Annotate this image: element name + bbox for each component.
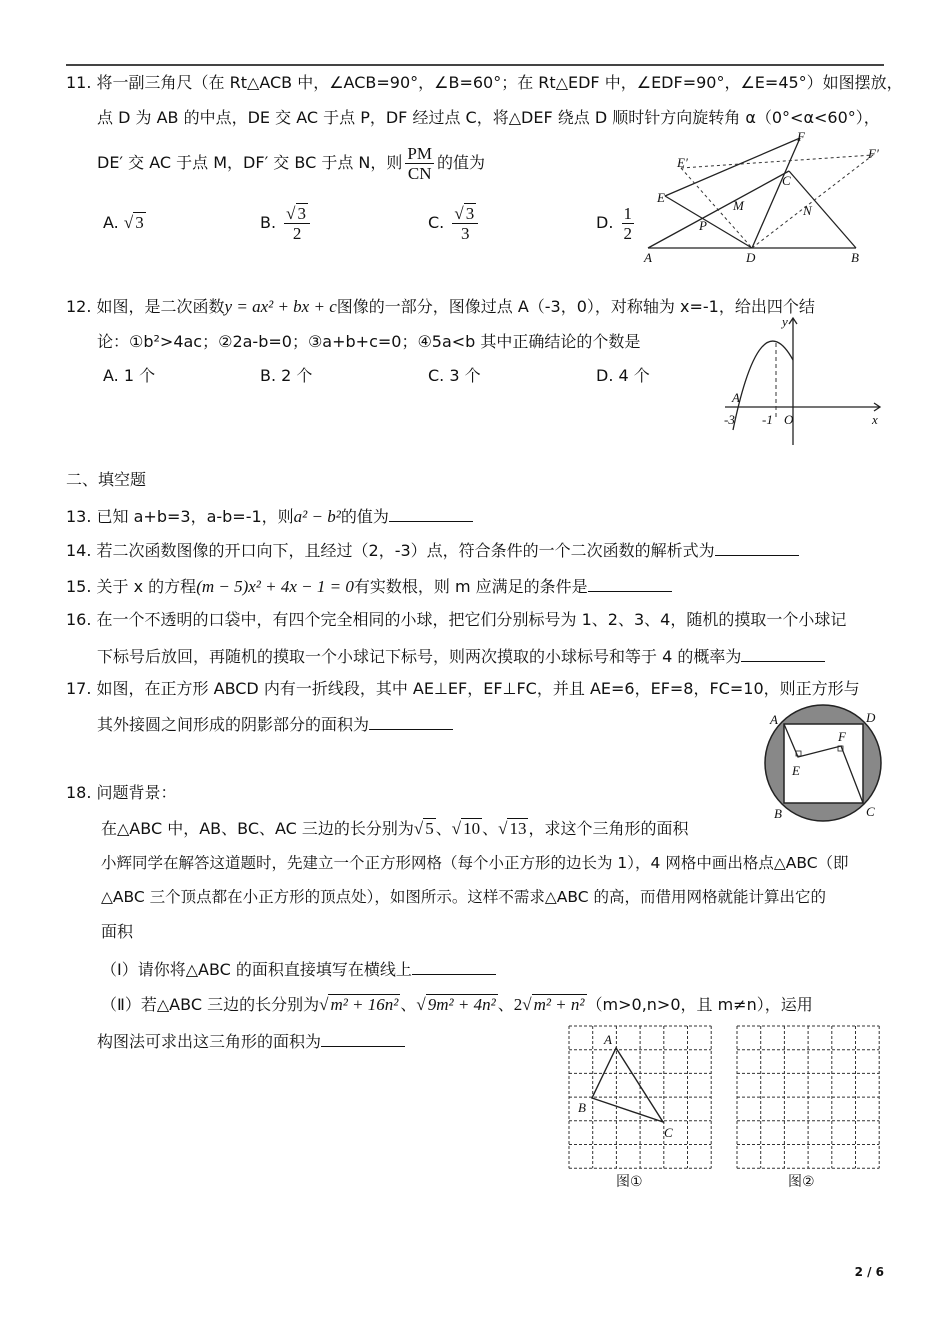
label-b: B — [851, 250, 859, 265]
q18-text-post: ，求这个三角形的面积 — [528, 819, 689, 838]
coefficient: 2 — [513, 995, 523, 1014]
label-e-prime: E′ — [677, 155, 688, 170]
tick-minus-3: -3 — [724, 412, 735, 427]
frac-den: 2 — [623, 224, 632, 243]
label-f: F — [838, 729, 846, 744]
q12-line2: 论：①b²>4ac；②2a-b=0；③a+b+c=0；④5a<b 其中正确结论的个数是 — [97, 332, 641, 351]
label-e: E — [657, 190, 665, 205]
separator: 、 — [435, 819, 452, 838]
q18-part1 — [101, 958, 496, 980]
q18-text: 构图法可求出这三角形的面积为 — [97, 1032, 322, 1051]
q17-circle-figure — [760, 700, 890, 825]
q18-part1-text: （Ⅰ）请你将△ABC 的面积直接填写在横线上 — [101, 960, 412, 979]
answer-blank[interactable] — [389, 505, 473, 522]
label-a: A — [644, 250, 652, 265]
q12-option-d: D. 4 个 — [596, 366, 650, 385]
q16-text: 下标号后放回，再随机的摸取一个小球记下标号，则两次摸取的小球标号和等于 4 的概率为 — [97, 647, 742, 666]
q11-triangle-figure — [0, 0, 950, 270]
q18-line2: 小辉同学在解答这道题时，先建立一个正方形网格（每个小正方形的边长为 1），4 网格中画出格点△ABC（即 — [101, 854, 849, 872]
option-label: D. — [596, 213, 614, 232]
tick-minus-1: -1 — [762, 412, 773, 427]
radicand: 9m² + 4n² — [427, 995, 496, 1014]
q12-text: 12. 如图，是二次函数 — [66, 297, 225, 316]
label-b: B — [774, 806, 782, 821]
label-a: A — [770, 712, 778, 727]
separator: 、 — [482, 819, 499, 838]
frac-den: 2 — [292, 224, 302, 243]
radicand: 3 — [297, 204, 306, 223]
q11-line1: 11. 将一副三角尺（在 Rt△ACB 中，∠ACB=90°，∠B=60°；在 Rt△EDF 中，∠EDF=90°，∠E=45°）如图摆放， — [66, 73, 903, 92]
q18-line1: 在△ABC 中，AB、BC、AC 三边的长分别为√ 5 、√ 10 、√ 13 ，求这个三角形的面积 — [101, 819, 689, 838]
q17-line1: 17. 如图，在正方形 ABCD 内有一折线段，其中 AE⊥EF，EF⊥FC，并且 AE=6，EF=8，FC=10，则正方形与 — [66, 679, 860, 698]
label-m: M — [733, 198, 744, 213]
frac-num: PM — [407, 144, 432, 163]
radicand: 13 — [509, 819, 527, 838]
frac-den: CN — [407, 164, 432, 183]
q15-formula: (m − 5)x² + 4x − 1 = 0 — [196, 577, 354, 596]
figure-1-caption: 图① — [616, 1174, 643, 1190]
q18-part2: （Ⅱ）若△ABC 三边的长分别为√ m² + 16n² 、√ 9m² + 4n² 、2√ m² + n² （m>0,n>0，且 m≠n），运用 — [101, 995, 813, 1014]
q14-text: 14. 若二次函数图像的开口向下，且经过（2，-3）点，符合条件的一个二次函数的解析式为 — [66, 541, 715, 560]
radicand: m² + 16n² — [330, 995, 399, 1014]
q11-option-b: B. $\frac{√ 3}{2}$ — [260, 203, 313, 243]
label-p: P — [699, 218, 707, 233]
radicand: m² + n² — [533, 995, 585, 1014]
q13-formula: a² − b² — [293, 507, 341, 526]
separator: 、 — [400, 995, 417, 1014]
q12-option-c: C. 3 个 — [428, 366, 481, 385]
frac-num: 1 — [623, 204, 632, 223]
q12-formula: y = ax² + bx + c — [224, 297, 337, 316]
q11-line2: 点 D 为 AB 的中点，DE 交 AC 于点 P，DF 经过点 C，将△DEF 绕点 D 顺时针方向旋转角 α（0°<α<60°）， — [97, 108, 880, 127]
option-label: A. — [103, 213, 119, 232]
label-c: C — [664, 1125, 673, 1140]
q13-text: 13. 已知 a+b=3，a-b=-1，则 — [66, 507, 294, 526]
radicand: 3 — [135, 213, 144, 232]
figure-2-caption: 图② — [788, 1174, 815, 1190]
answer-blank[interactable] — [715, 539, 799, 556]
q11-option-c: C. $\frac{√ 3}{3}$ — [428, 203, 481, 243]
label-e: E — [792, 763, 800, 778]
q18-part2-post: （m>0,n>0，且 m≠n），运用 — [586, 995, 813, 1014]
q12-option-b: B. 2 个 — [260, 366, 313, 385]
q15-post: 有实数根，则 m 应满足的条件是 — [353, 577, 588, 596]
radicand: 5 — [425, 819, 434, 838]
option-label: B. — [260, 213, 277, 232]
q18-line4: 面积 — [101, 922, 134, 941]
q12-parabola-figure — [720, 310, 890, 450]
label-a: A — [732, 390, 740, 405]
page-number: 2 / 6 — [854, 1265, 884, 1279]
answer-blank[interactable] — [369, 713, 453, 730]
q14 — [66, 539, 799, 561]
answer-blank[interactable] — [412, 958, 496, 975]
radicand: 10 — [463, 819, 481, 838]
q17-text: 其外接圆之间形成的阴影部分的面积为 — [97, 715, 370, 734]
label-c: C — [866, 804, 875, 819]
answer-blank[interactable] — [741, 645, 825, 662]
label-d: D — [866, 710, 876, 725]
q16-line2 — [97, 645, 825, 667]
q15-text: 15. 关于 x 的方程 — [66, 577, 197, 596]
answer-blank[interactable] — [321, 1030, 405, 1047]
label-a: A — [604, 1032, 612, 1047]
label-n: N — [803, 203, 812, 218]
separator: 、 — [497, 995, 514, 1014]
option-label: C. — [428, 213, 445, 232]
q18-title: 18. 问题背景： — [66, 783, 177, 802]
q16-line1: 16. 在一个不透明的口袋中，有四个完全相同的小球，把它们分别标号为 1、2、3、4，随机的摸取一个小球记 — [66, 610, 847, 629]
label-f: F — [797, 129, 805, 144]
section-heading: 二、填空题 — [66, 470, 147, 489]
q12-line1 — [66, 297, 815, 317]
answer-blank[interactable] — [588, 575, 672, 592]
q11-line3-post: 的值为 — [436, 153, 485, 172]
q13 — [66, 505, 473, 527]
q15 — [66, 575, 672, 597]
q18-text: 在△ABC 中，AB、BC、AC 三边的长分别为 — [101, 819, 414, 838]
q18-line3: △ABC 三个顶点都在小正方形的顶点处），如图所示。这样不需求△ABC 的高，而借用网格就能计算出它的 — [101, 888, 827, 906]
label-f-prime: F′ — [868, 146, 879, 161]
q18-part2-line2 — [97, 1030, 405, 1052]
label-c: C — [782, 173, 791, 188]
q11-option-a: A. √ 3 — [103, 213, 144, 232]
axis-label-x: x — [872, 412, 878, 427]
q18-part2-text: （Ⅱ）若△ABC 三边的长分别为 — [101, 995, 320, 1014]
q12-text-post: 图像的一部分，图像过点 A（-3，0），对称轴为 x=-1，给出四个结 — [336, 297, 815, 316]
label-d: D — [746, 250, 756, 265]
radicand: 3 — [465, 204, 475, 223]
frac-den: 3 — [461, 224, 470, 243]
origin-label: O — [784, 412, 794, 427]
axis-label-y: y — [782, 314, 788, 329]
q12-option-a: A. 1 个 — [103, 366, 156, 385]
q17-line2 — [97, 713, 453, 735]
q13-post: 的值为 — [340, 507, 389, 526]
q18-grid-figures — [560, 1020, 900, 1195]
label-b: B — [578, 1100, 586, 1115]
q11-line3-text: DE′ 交 AC 于点 M，DF′ 交 BC 于点 N，则 — [97, 153, 403, 172]
